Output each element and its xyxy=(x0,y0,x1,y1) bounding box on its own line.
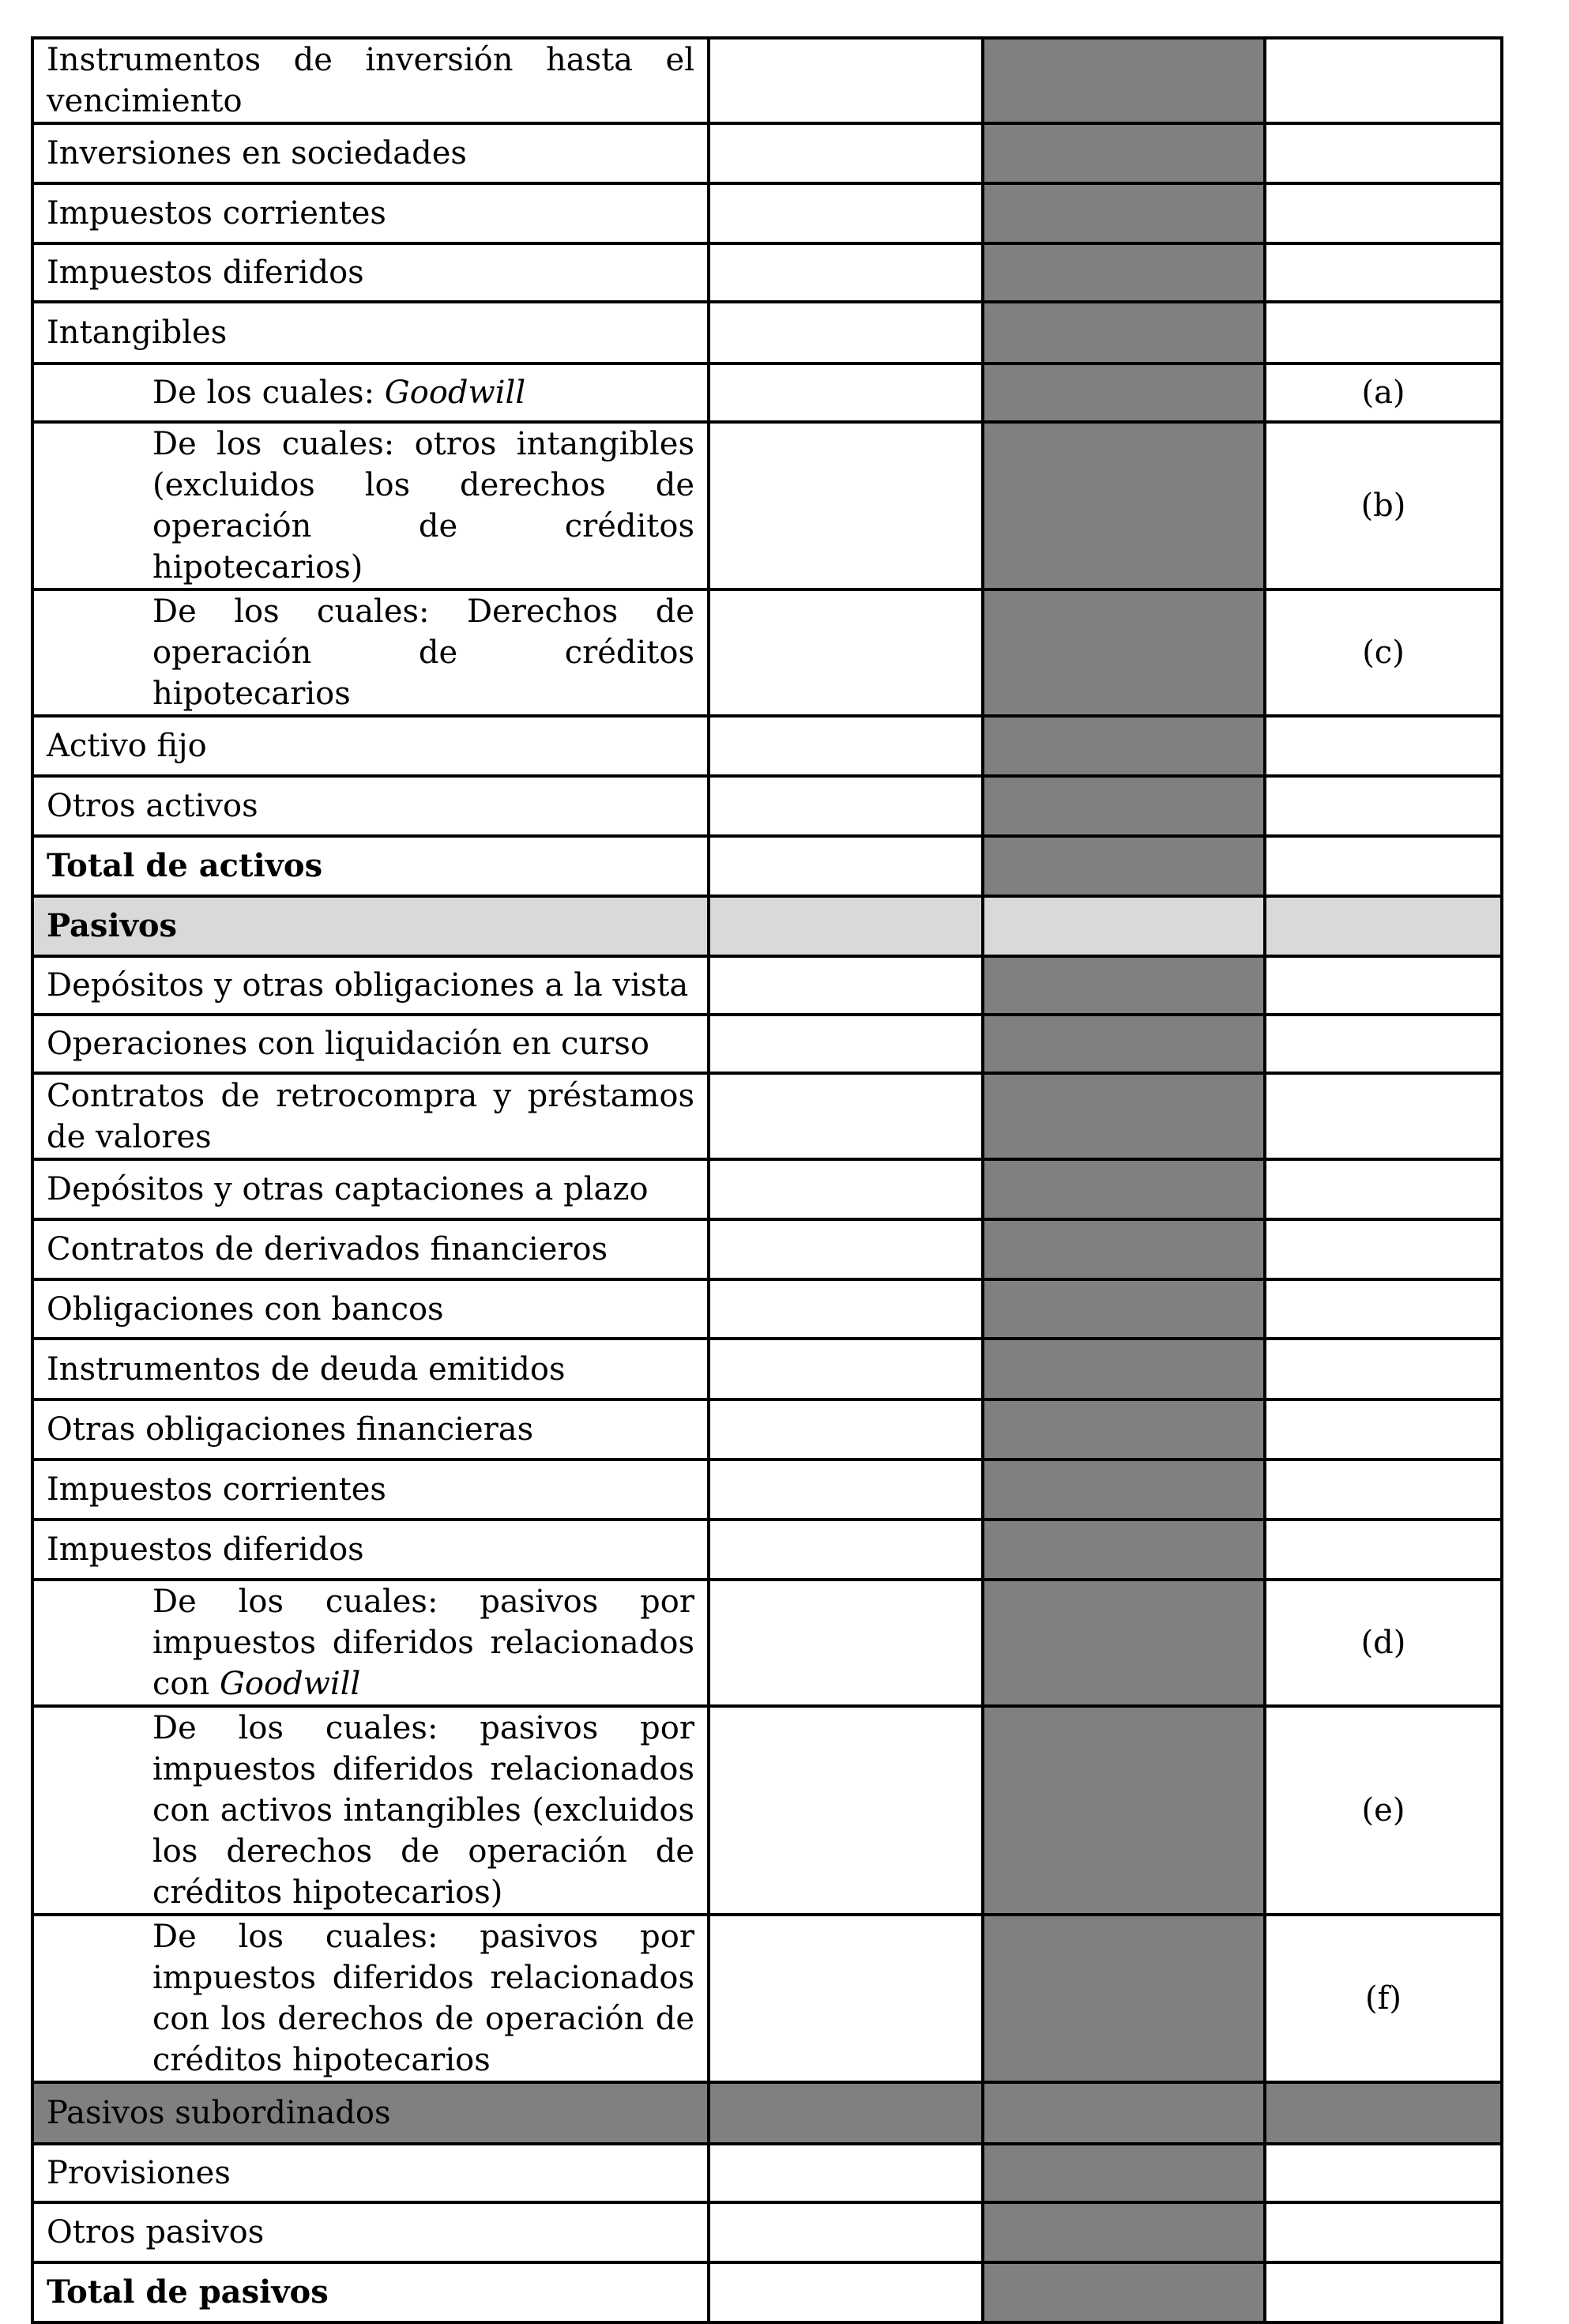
note-cell xyxy=(1265,1520,1502,1580)
row-label-cell xyxy=(32,896,709,956)
greyed-cell xyxy=(983,836,1265,896)
value-cell[interactable] xyxy=(709,123,983,183)
note-reference: (e) xyxy=(1361,1792,1405,1829)
table-row xyxy=(32,302,1502,363)
row-label: Depósitos y otras obligaciones a la vista xyxy=(47,967,689,1004)
note-reference: (f) xyxy=(1364,1980,1402,2017)
note-cell xyxy=(1265,1915,1502,2082)
note-cell xyxy=(1265,1339,1502,1399)
row-label-cell xyxy=(32,2262,709,2322)
row-label-cell xyxy=(32,1706,709,1915)
row-label: Impuestos diferidos xyxy=(47,254,364,291)
note-cell xyxy=(1265,1279,1502,1339)
greyed-cell xyxy=(983,422,1265,589)
greyed-cell xyxy=(983,2202,1265,2262)
note-cell xyxy=(1265,2262,1502,2322)
table-row xyxy=(32,422,1502,589)
table-row xyxy=(32,1279,1502,1339)
note-cell xyxy=(1265,1073,1502,1159)
row-label: Contratos de derivados financieros xyxy=(47,1231,608,1267)
table-row xyxy=(32,1159,1502,1219)
note-reference: (d) xyxy=(1360,1625,1406,1661)
value-cell[interactable] xyxy=(709,1706,983,1915)
note-cell xyxy=(1265,1580,1502,1706)
note-cell xyxy=(1265,422,1502,589)
value-cell[interactable] xyxy=(709,302,983,363)
greyed-cell xyxy=(983,896,1265,956)
row-label: De los cuales: pasivos por impuestos diferidos relacionados con los derechos de operación de créditos hipotecarios xyxy=(152,1919,694,2078)
table-row xyxy=(32,1915,1502,2082)
row-label: Depósitos y otras captaciones a plazo xyxy=(47,1171,649,1207)
table-row xyxy=(32,363,1502,422)
table-row xyxy=(32,2144,1502,2202)
row-label: Contratos de retrocompra y préstamos de valores xyxy=(47,1077,694,1155)
row-label-cell xyxy=(32,1580,709,1706)
note-cell xyxy=(1265,1399,1502,1460)
greyed-cell xyxy=(983,1279,1265,1339)
section-header-row xyxy=(32,896,1502,956)
table-row xyxy=(32,1219,1502,1279)
value-cell[interactable] xyxy=(709,956,983,1015)
value-cell[interactable] xyxy=(709,1580,983,1706)
greyed-cell xyxy=(983,363,1265,422)
row-label-cell xyxy=(32,1219,709,1279)
note-cell xyxy=(1265,776,1502,836)
note-cell xyxy=(1265,589,1502,716)
value-cell[interactable] xyxy=(709,1915,983,2082)
row-label-cell xyxy=(32,1460,709,1520)
note-cell xyxy=(1265,2202,1502,2262)
row-label: Impuestos diferidos xyxy=(47,1531,364,1568)
table-row xyxy=(32,1339,1502,1399)
note-cell xyxy=(1265,123,1502,183)
greyed-cell xyxy=(983,38,1265,123)
total-row xyxy=(32,836,1502,896)
greyed-cell xyxy=(983,1520,1265,1580)
greyed-cell xyxy=(983,956,1265,1015)
greyed-cell xyxy=(983,302,1265,363)
row-label: Otras obligaciones financieras xyxy=(47,1411,534,1448)
note-cell xyxy=(1265,2082,1502,2144)
greyed-cell xyxy=(983,716,1265,776)
note-reference: (c) xyxy=(1362,635,1405,671)
row-label-cell xyxy=(32,422,709,589)
row-label-cell xyxy=(32,716,709,776)
row-label: Intangibles xyxy=(47,315,228,351)
note-reference: (a) xyxy=(1361,375,1405,411)
row-label-cell xyxy=(32,363,709,422)
row-label-cell xyxy=(32,2082,709,2144)
row-label: De los cuales: xyxy=(152,375,385,411)
greyed-cell xyxy=(983,1706,1265,1915)
value-cell[interactable] xyxy=(709,716,983,776)
row-label-cell xyxy=(32,2202,709,2262)
row-label-cell xyxy=(32,1339,709,1399)
greyed-cell xyxy=(983,2262,1265,2322)
row-label: Pasivos subordinados xyxy=(47,2095,391,2131)
row-label: De los cuales: pasivos por impuestos diferidos relacionados con activos intangibles (excluidos los derechos de operación de créditos hipotecarios) xyxy=(152,1710,694,1911)
table-row xyxy=(32,776,1502,836)
greyed-cell xyxy=(983,123,1265,183)
row-label-cell xyxy=(32,589,709,716)
row-label: Otros activos xyxy=(47,788,258,824)
row-label: Instrumentos de inversión hasta el vencimiento xyxy=(47,42,694,119)
row-label: Otros pasivos xyxy=(47,2214,265,2251)
value-cell[interactable] xyxy=(709,1520,983,1580)
greyed-cell xyxy=(983,589,1265,716)
table-row xyxy=(32,38,1502,123)
note-cell xyxy=(1265,243,1502,302)
note-cell xyxy=(1265,302,1502,363)
row-label-cell xyxy=(32,243,709,302)
greyed-cell xyxy=(983,2082,1265,2144)
table-row xyxy=(32,1015,1502,1073)
greyed-cell xyxy=(983,1399,1265,1460)
row-label-cell xyxy=(32,1915,709,2082)
table-row xyxy=(32,589,1502,716)
row-label: Inversiones en sociedades xyxy=(47,135,467,171)
row-label-cell xyxy=(32,183,709,243)
row-label: Total de pasivos xyxy=(47,2273,329,2311)
row-label: Total de activos xyxy=(47,847,323,884)
greyed-cell xyxy=(983,1339,1265,1399)
table-row xyxy=(32,243,1502,302)
row-label-cell xyxy=(32,123,709,183)
table-row xyxy=(32,123,1502,183)
balance-sheet-table xyxy=(31,36,1503,2324)
greyed-cell xyxy=(983,776,1265,836)
table-row xyxy=(32,956,1502,1015)
note-cell xyxy=(1265,38,1502,123)
greyed-cell xyxy=(983,1219,1265,1279)
note-cell xyxy=(1265,1706,1502,1915)
row-label-cell xyxy=(32,1520,709,1580)
row-label-cell xyxy=(32,1015,709,1073)
table-row xyxy=(32,1073,1502,1159)
value-cell[interactable] xyxy=(709,1399,983,1460)
note-cell xyxy=(1265,716,1502,776)
row-label: Obligaciones con bancos xyxy=(47,1290,444,1328)
row-label-cell xyxy=(32,1073,709,1159)
row-label-cell xyxy=(32,38,709,123)
value-cell[interactable] xyxy=(709,38,983,123)
row-label-cell xyxy=(32,956,709,1015)
value-cell[interactable] xyxy=(709,2144,983,2202)
table-row xyxy=(32,183,1502,243)
greyed-cell xyxy=(983,1015,1265,1073)
value-cell[interactable] xyxy=(709,589,983,716)
table-row xyxy=(32,1460,1502,1520)
row-label: De los cuales: pasivos por impuestos diferidos relacionados con xyxy=(152,1584,694,1702)
row-label: Impuestos corrientes xyxy=(47,1471,386,1508)
table-row xyxy=(32,716,1502,776)
greyed-cell xyxy=(983,243,1265,302)
note-cell xyxy=(1265,1460,1502,1520)
note-reference: (b) xyxy=(1360,488,1406,524)
table-row xyxy=(32,1399,1502,1460)
row-label-cell xyxy=(32,1159,709,1219)
note-cell xyxy=(1265,1219,1502,1279)
row-label-cell xyxy=(32,1279,709,1339)
value-cell[interactable] xyxy=(709,776,983,836)
value-cell[interactable] xyxy=(709,1159,983,1219)
value-cell[interactable] xyxy=(709,1339,983,1399)
row-label-italic: Goodwill xyxy=(384,375,526,411)
row-label: Instrumentos de deuda emitidos xyxy=(47,1350,566,1388)
greyed-cell xyxy=(983,2144,1265,2202)
table-body xyxy=(32,38,1502,2322)
greyed-cell xyxy=(983,183,1265,243)
value-cell[interactable] xyxy=(709,1460,983,1520)
value-cell[interactable] xyxy=(709,1219,983,1279)
row-label: De los cuales: otros intangibles (excluidos los derechos de operación de créditos hipotecarios) xyxy=(152,426,694,586)
row-label: Activo fijo xyxy=(47,728,207,764)
greyed-cell xyxy=(983,1159,1265,1219)
note-cell xyxy=(1265,836,1502,896)
note-cell xyxy=(1265,1159,1502,1219)
value-cell[interactable] xyxy=(709,243,983,302)
table-row xyxy=(32,1706,1502,1915)
table-row xyxy=(32,2082,1502,2144)
value-cell[interactable] xyxy=(709,836,983,896)
row-label-cell xyxy=(32,2144,709,2202)
row-label-cell xyxy=(32,836,709,896)
value-cell[interactable] xyxy=(709,1279,983,1339)
value-cell[interactable] xyxy=(709,183,983,243)
row-label: De los cuales: Derechos de operación de créditos hipotecarios xyxy=(152,593,694,712)
greyed-cell xyxy=(983,1580,1265,1706)
table-row xyxy=(32,2202,1502,2262)
row-label-cell xyxy=(32,302,709,363)
row-label-cell xyxy=(32,776,709,836)
row-label: Provisiones xyxy=(47,2155,231,2191)
note-cell xyxy=(1265,363,1502,422)
table-row xyxy=(32,1580,1502,1706)
greyed-cell xyxy=(983,1460,1265,1520)
value-cell[interactable] xyxy=(709,1073,983,1159)
value-cell[interactable] xyxy=(709,422,983,589)
value-cell[interactable] xyxy=(709,363,983,422)
value-cell[interactable] xyxy=(709,2262,983,2322)
greyed-cell xyxy=(983,1915,1265,2082)
note-cell xyxy=(1265,956,1502,1015)
note-cell xyxy=(1265,183,1502,243)
row-label-cell xyxy=(32,1399,709,1460)
greyed-cell xyxy=(983,1073,1265,1159)
note-cell xyxy=(1265,2144,1502,2202)
total-row xyxy=(32,2262,1502,2322)
value-cell[interactable] xyxy=(709,1015,983,1073)
note-cell xyxy=(1265,1015,1502,1073)
row-label: Impuestos corrientes xyxy=(47,195,386,232)
note-cell xyxy=(1265,896,1502,956)
row-label: Pasivos xyxy=(47,907,178,944)
value-cell[interactable] xyxy=(709,2202,983,2262)
row-label: Operaciones con liquidación en curso xyxy=(47,1026,649,1062)
value-cell[interactable] xyxy=(709,2082,983,2144)
row-label-italic: Goodwill xyxy=(219,1666,361,1702)
value-cell[interactable] xyxy=(709,896,983,956)
table-row xyxy=(32,1520,1502,1580)
